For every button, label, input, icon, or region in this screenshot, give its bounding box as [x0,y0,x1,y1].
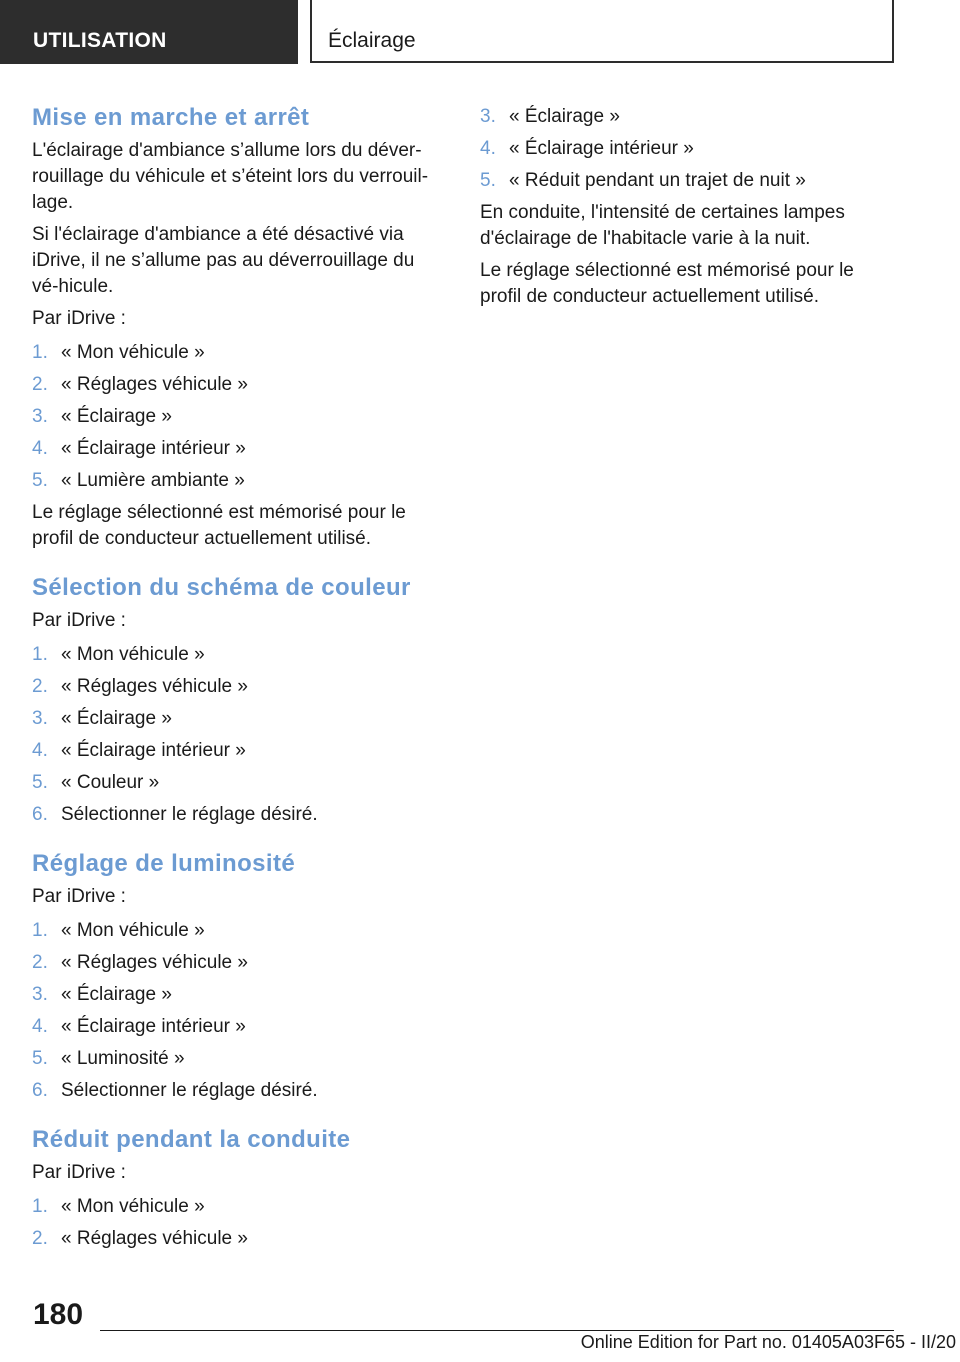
list-item [32,1226,442,1252]
step-text: Sélectionner le réglage désiré. [61,804,318,825]
step-text: « Éclairage » [61,984,172,1005]
list-item [480,104,900,130]
list-item [32,770,442,796]
section-heading-brightness: Réglage de luminosité [32,850,296,877]
step-text: « Éclairage intérieur » [61,1016,246,1037]
paragraph: Par iDrive : [32,610,126,631]
step-text: « Éclairage intérieur » [61,740,246,761]
list-item [32,738,442,764]
list-item [32,372,442,398]
step-number: 4. [32,740,48,761]
step-text: « Réglages véhicule » [61,374,248,395]
paragraph: L'éclairage d'ambiance s’allume lors du déver-rouillage du véhicule et s’éteint lors du verrouil-lage. [32,140,429,213]
steps-list [32,918,442,1104]
step-text: « Éclairage intérieur » [61,438,246,459]
list-item [32,1014,442,1040]
page-title: Éclairage [328,29,416,52]
step-number: 2. [32,952,48,973]
step-text: « Réglages véhicule » [61,1228,248,1249]
left-column [32,98,442,1258]
step-text: « Luminosité » [61,1048,185,1069]
paragraph: Par iDrive : [32,886,126,907]
page-number: 180 [33,1298,84,1331]
step-text: Sélectionner le réglage désiré. [61,1080,318,1101]
step-number: 3. [32,406,48,427]
step-number: 2. [32,374,48,395]
list-item [32,982,442,1008]
step-number: 1. [32,342,48,363]
list-item [32,674,442,700]
steps-list [32,642,442,828]
step-number: 5. [480,170,496,191]
step-number: 4. [32,438,48,459]
step-text: « Lumière ambiante » [61,470,245,491]
step-text: « Mon véhicule » [61,920,205,941]
step-number: 6. [32,804,48,825]
step-number: 5. [32,772,48,793]
steps-list [32,340,442,494]
paragraph: En conduite, l'intensité de certaines lampes d'éclairage de l'habitacle varie à la nuit. [480,202,845,249]
step-text: « Réduit pendant un trajet de nuit » [509,170,806,191]
list-item [32,1194,442,1220]
step-number: 1. [32,920,48,941]
header-section-tab [0,0,298,64]
list-item [32,918,442,944]
step-number: 4. [480,138,496,159]
paragraph: Si l'éclairage d'ambiance a été désactivé via iDrive, il ne s’allume pas au déverrouillage du vé-hicule. [32,224,415,297]
footer-edition-text: Online Edition for Part no. 01405A03F65 - II/20 [580,1332,956,1352]
list-item [32,802,442,828]
section-heading-reduced-driving: Réduit pendant la conduite [32,1126,351,1153]
list-item [32,468,442,494]
step-text: « Mon véhicule » [61,644,205,665]
paragraph: Le réglage sélectionné est mémorisé pour le profil de conducteur actuellement utilisé. [32,502,406,549]
list-item [32,340,442,366]
list-item [480,168,900,194]
step-text: « Couleur » [61,772,160,793]
step-text: « Éclairage » [61,406,172,427]
header-section-label: UTILISATION [33,29,167,52]
footer-divider [100,1330,894,1331]
section-heading-color-scheme: Sélection du schéma de couleur [32,574,411,601]
list-item [32,950,442,976]
step-text: « Réglages véhicule » [61,676,248,697]
paragraph: Par iDrive : [32,1162,126,1183]
paragraph: Par iDrive : [32,308,126,329]
list-item [480,136,900,162]
step-number: 1. [32,644,48,665]
step-text: « Mon véhicule » [61,342,205,363]
step-number: 5. [32,1048,48,1069]
steps-list [480,104,900,194]
step-number: 6. [32,1080,48,1101]
step-text: « Mon véhicule » [61,1196,205,1217]
steps-list [32,1194,442,1252]
step-number: 3. [480,106,496,127]
paragraph: Le réglage sélectionné est mémorisé pour le profil de conducteur actuellement utilisé. [480,260,854,307]
list-item [32,1046,442,1072]
header-title-box [310,0,894,63]
section-heading-on-off: Mise en marche et arrêt [32,104,310,131]
list-item [32,404,442,430]
step-number: 3. [32,708,48,729]
step-number: 3. [32,984,48,1005]
step-number: 2. [32,1228,48,1249]
list-item [32,642,442,668]
right-column [480,104,900,316]
list-item [32,1078,442,1104]
step-text: « Éclairage » [509,106,620,127]
step-number: 5. [32,470,48,491]
list-item [32,706,442,732]
step-number: 1. [32,1196,48,1217]
list-item [32,436,442,462]
step-number: 4. [32,1016,48,1037]
step-text: « Éclairage » [61,708,172,729]
step-text: « Réglages véhicule » [61,952,248,973]
step-number: 2. [32,676,48,697]
step-text: « Éclairage intérieur » [509,138,694,159]
